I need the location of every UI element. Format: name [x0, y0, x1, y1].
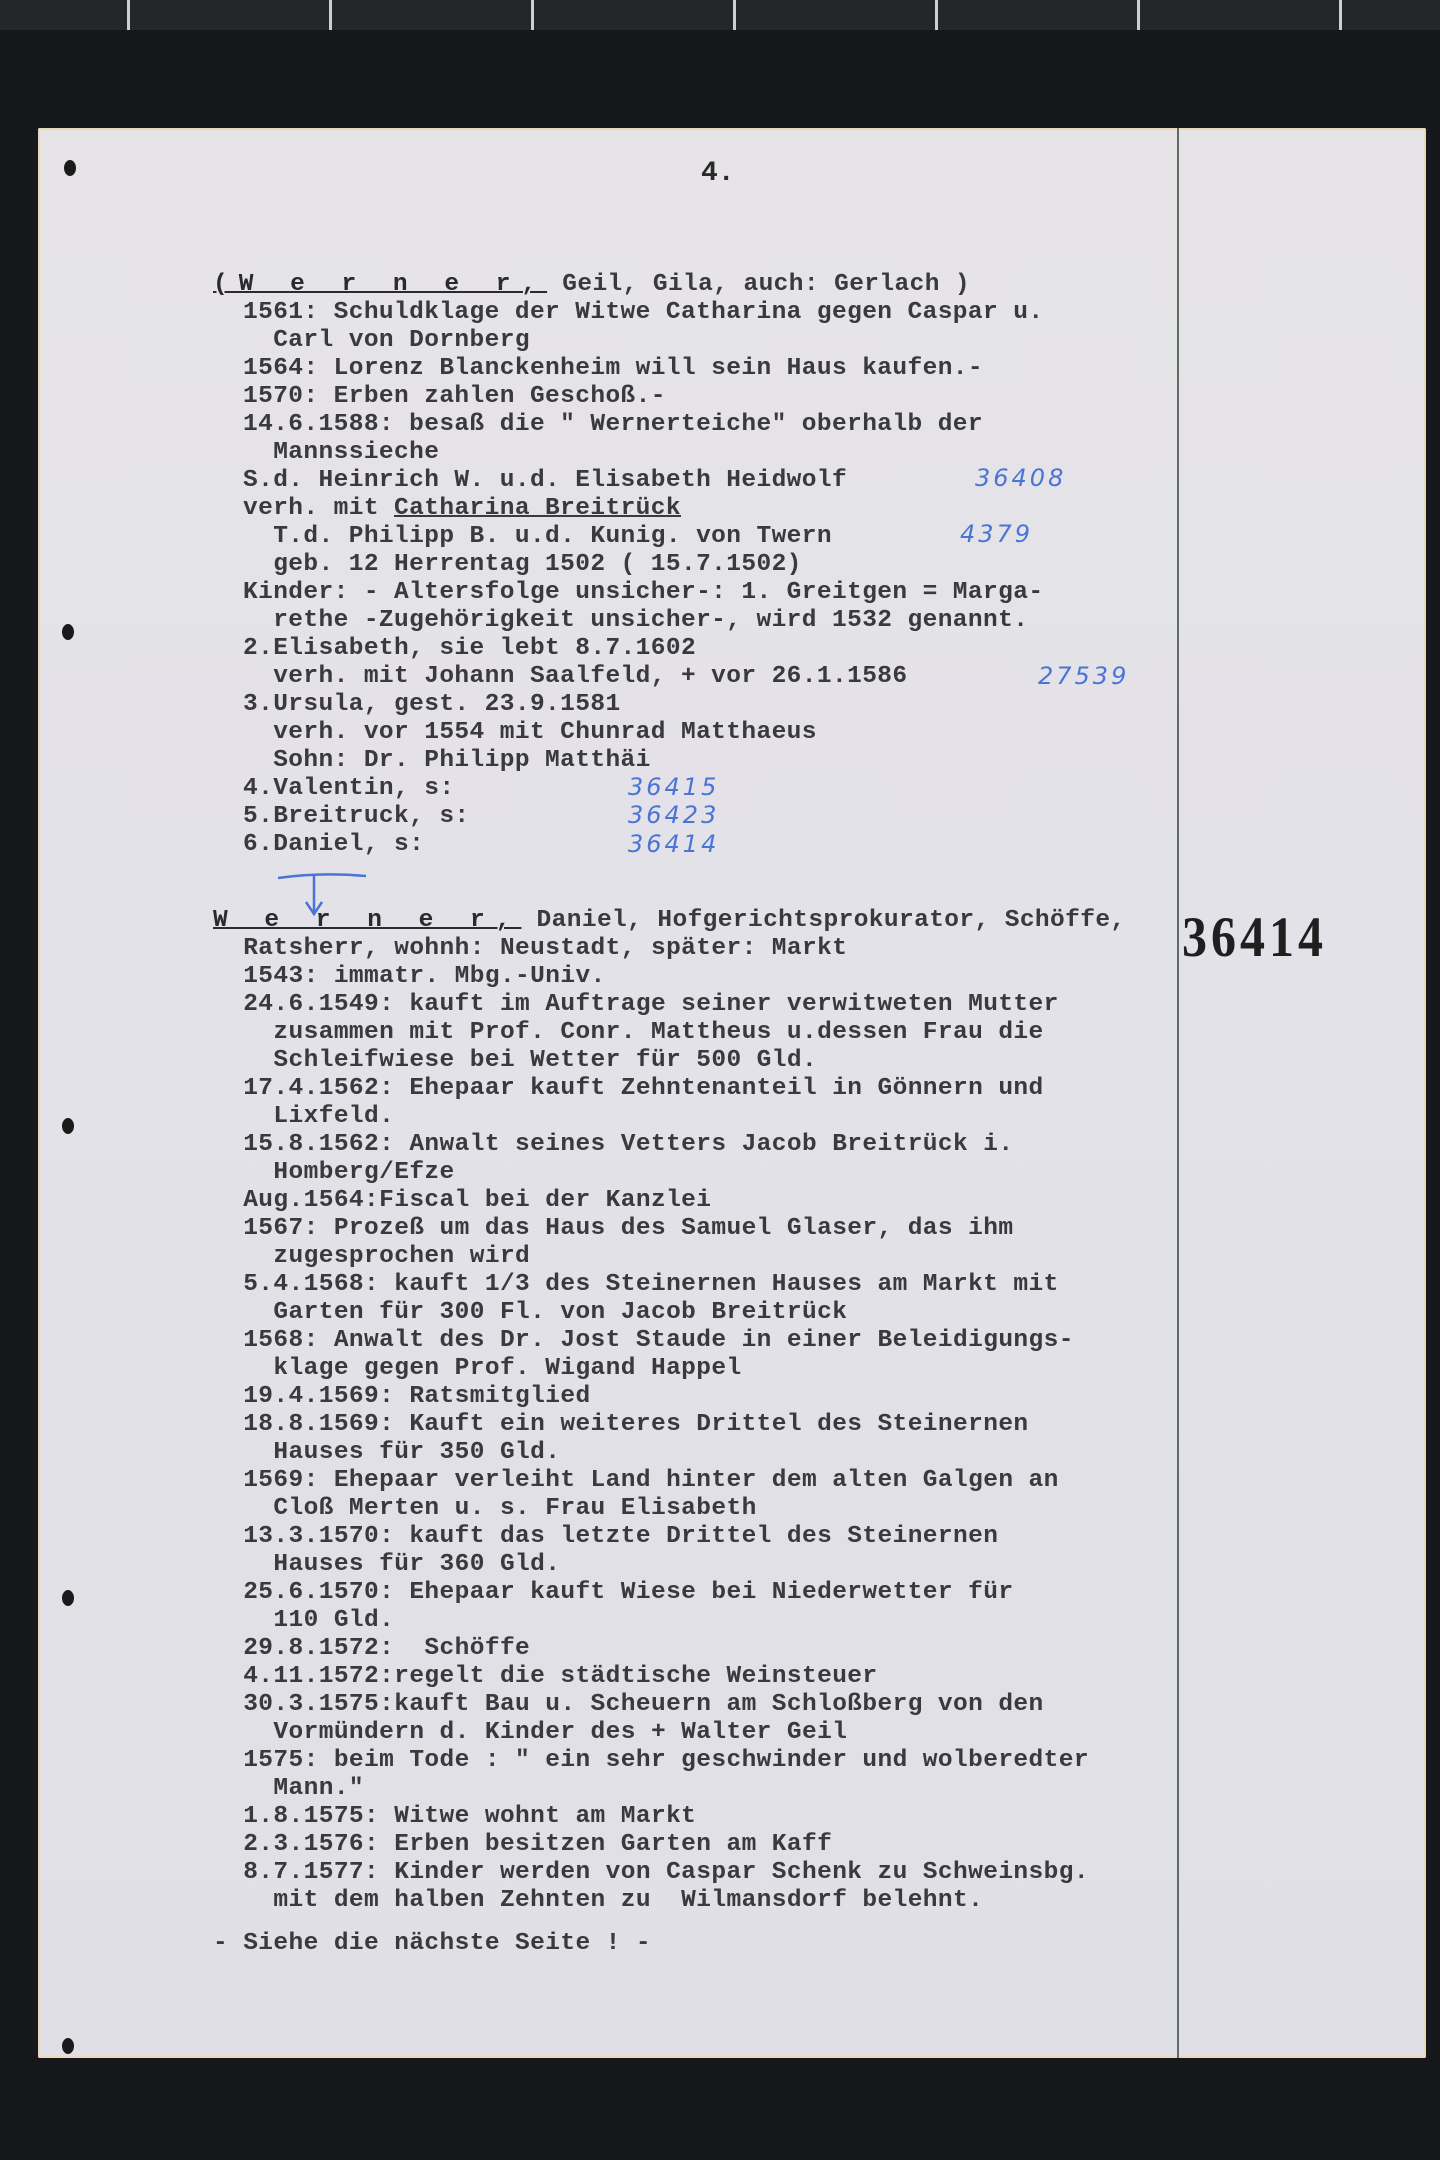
entry2-line: Garten für 300 Fl. von Jacob Breitrück — [213, 1299, 848, 1326]
entry1-line: 1561: Schuldklage der Witwe Catharina gegen Caspar u. — [243, 299, 1044, 326]
entry2-line: 1568: Anwalt des Dr. Jost Staude in einer Beleidigungs- — [213, 1327, 1074, 1354]
handwritten-ref-breitruck: 36423 — [628, 801, 720, 829]
children-line: verh. mit Johann Saalfeld, + vor 26.1.1586 — [243, 663, 908, 690]
children-line: verh. vor 1554 mit Chunrad Matthaeus — [243, 719, 817, 746]
punch-hole-icon — [62, 1590, 74, 1606]
entry1-line: Carl von Dornberg — [243, 327, 530, 354]
handwritten-ref-valentin: 36415 — [628, 773, 720, 801]
entry2-line: 18.8.1569: Kauft ein weiteres Drittel des Steinernen — [213, 1411, 1029, 1438]
ruler-tick — [1137, 0, 1140, 30]
entry2-line: 5.4.1568: kauft 1/3 des Steinernen Hauses am Markt mit — [213, 1271, 1059, 1298]
ruler-tick — [733, 0, 736, 30]
entry2-line: 25.6.1570: Ehepaar kauft Wiese bei Niederwetter für — [213, 1579, 1014, 1606]
entry2-line: 110 Gld. — [213, 1607, 395, 1634]
entry1-line: Mannssieche — [243, 439, 440, 466]
entry1-spouse-line — [243, 495, 681, 523]
entry1-line: 1570: Erben zahlen Geschoß.- — [243, 383, 666, 410]
children-line: Kinder: - Altersfolge unsicher-: 1. Greitgen = Marga- — [243, 579, 1044, 606]
entry2-line: Lixfeld. — [213, 1103, 395, 1130]
entry2-heading-rest: Daniel, Hofgerichtsprokurator, Schöffe, — [521, 907, 1126, 934]
continuation-note: - Siehe die nächste Seite ! - — [213, 1930, 651, 1957]
ruler-tick — [127, 0, 130, 30]
entry1-heading-rest: Geil, Gila, auch: Gerlach ) — [547, 271, 971, 298]
entry2-line: 1569: Ehepaar verleiht Land hinter dem alten Galgen an — [213, 1467, 1059, 1494]
children-line: Sohn: Dr. Philipp Matthäi — [243, 747, 651, 774]
children-line: 6.Daniel, s: — [243, 831, 425, 858]
punch-hole-icon — [62, 1118, 74, 1134]
entry2-line: Vormündern d. Kinder des + Walter Geil — [213, 1719, 848, 1746]
ruler-tick — [329, 0, 332, 30]
punch-hole-icon — [64, 160, 76, 176]
entry1-surname: (W e r n e r, — [213, 271, 548, 298]
children-line: 2.Elisabeth, sie lebt 8.7.1602 — [243, 635, 697, 662]
handwritten-ref-daniel: 36414 — [628, 830, 720, 858]
ruler-tick — [531, 0, 534, 30]
entry2-line: 2.3.1576: Erben besitzen Garten am Kaff — [213, 1831, 833, 1858]
entry2-line: 1.8.1575: Witwe wohnt am Markt — [213, 1803, 697, 1830]
entry2-line: zusammen mit Prof. Conr. Mattheus u.dessen Frau die — [213, 1019, 1044, 1046]
entry2-line: 1567: Prozeß um das Haus des Samuel Glaser, das ihm — [213, 1215, 1014, 1242]
entry2-line: Mann." — [213, 1775, 365, 1802]
entry1-line: 1564: Lorenz Blanckenheim will sein Haus kaufen.- — [243, 355, 984, 382]
entry2-line: 29.8.1572: Schöffe — [213, 1635, 531, 1662]
entry2-surname: W e r n e r, — [213, 907, 522, 934]
entry1-heading — [213, 271, 970, 299]
ruler-tick — [935, 0, 938, 30]
entry2-line: Aug.1564:Fiscal bei der Kanzlei — [213, 1187, 712, 1214]
handwritten-ref-elisabeth-spouse: 27539 — [1038, 662, 1130, 690]
entry2-line: 1543: immatr. Mbg.-Univ. — [213, 963, 606, 990]
entry2-line: zugesprochen wird — [213, 1243, 531, 1270]
entry1-line: 14.6.1588: besaß die " Wernerteiche" oberhalb der — [243, 411, 984, 438]
catalog-number-stamp: 36414 — [1182, 904, 1327, 969]
entry2-line: klage gegen Prof. Wigand Happel — [213, 1355, 742, 1382]
entry2-heading — [213, 907, 1126, 935]
entry2-line: 4.11.1572:regelt die städtische Weinsteuer — [213, 1663, 878, 1690]
spouse-name: Catharina Breitrück — [394, 495, 681, 522]
entry2-line: Hauses für 350 Gld. — [213, 1439, 561, 1466]
entry2-line: Schleifwiese bei Wetter für 500 Gld. — [213, 1047, 818, 1074]
page-number: 4. — [701, 158, 735, 189]
children-line: rethe -Zugehörigkeit unsicher-, wird 1532 genannt. — [243, 607, 1029, 634]
entry2-line: 1575: beim Tode : " ein sehr geschwinder und wolberedter — [213, 1747, 1089, 1774]
entry2-line: Homberg/Efze — [213, 1159, 455, 1186]
spouse-prefix: verh. mit — [243, 495, 395, 522]
handwritten-ref-father: 36408 — [975, 464, 1067, 492]
entry1-line: S.d. Heinrich W. u.d. Elisabeth Heidwolf — [243, 467, 848, 494]
entry2-line: 19.4.1569: Ratsmitglied — [213, 1383, 591, 1410]
children-line: 5.Breitruck, s: — [243, 803, 470, 830]
margin-rule — [1177, 128, 1179, 2058]
entry2-line: 8.7.1577: Kinder werden von Caspar Schenk zu Schweinsbg. — [213, 1859, 1089, 1886]
entry2-line: Cloß Merten u. s. Frau Elisabeth — [213, 1495, 757, 1522]
punch-hole-icon — [62, 624, 74, 640]
entry2-line: 17.4.1562: Ehepaar kauft Zehntenanteil in Gönnern und — [213, 1075, 1044, 1102]
scanner-ruler — [0, 0, 1440, 30]
entry2-line: 30.3.1575:kauft Bau u. Scheuern am Schloßberg von den — [213, 1691, 1044, 1718]
entry2-line: 24.6.1549: kauft im Auftrage seiner verwitweten Mutter — [213, 991, 1059, 1018]
children-line: 3.Ursula, gest. 23.9.1581 — [243, 691, 621, 718]
entry2-line: 15.8.1562: Anwalt seines Vetters Jacob Breitrück i. — [213, 1131, 1014, 1158]
entry2-line: 13.3.1570: kauft das letzte Drittel des Steinernen — [213, 1523, 999, 1550]
ruler-tick — [1339, 0, 1342, 30]
punch-hole-icon — [62, 2038, 74, 2054]
entry1-spouse-detail: geb. 12 Herrentag 1502 ( 15.7.1502) — [243, 551, 802, 578]
entry2-line: Hauses für 360 Gld. — [213, 1551, 561, 1578]
entry2-line: mit dem halben Zehnten zu Wilmansdorf belehnt. — [213, 1887, 984, 1914]
handwritten-ref-spouse-father: 4379 — [960, 520, 1034, 548]
children-line: 4.Valentin, s: — [243, 775, 455, 802]
entry2-line: Ratsherr, wohnh: Neustadt, später: Markt — [213, 935, 848, 962]
document-sheet — [38, 128, 1426, 2058]
entry1-spouse-detail: T.d. Philipp B. u.d. Kunig. von Twern — [243, 523, 832, 550]
